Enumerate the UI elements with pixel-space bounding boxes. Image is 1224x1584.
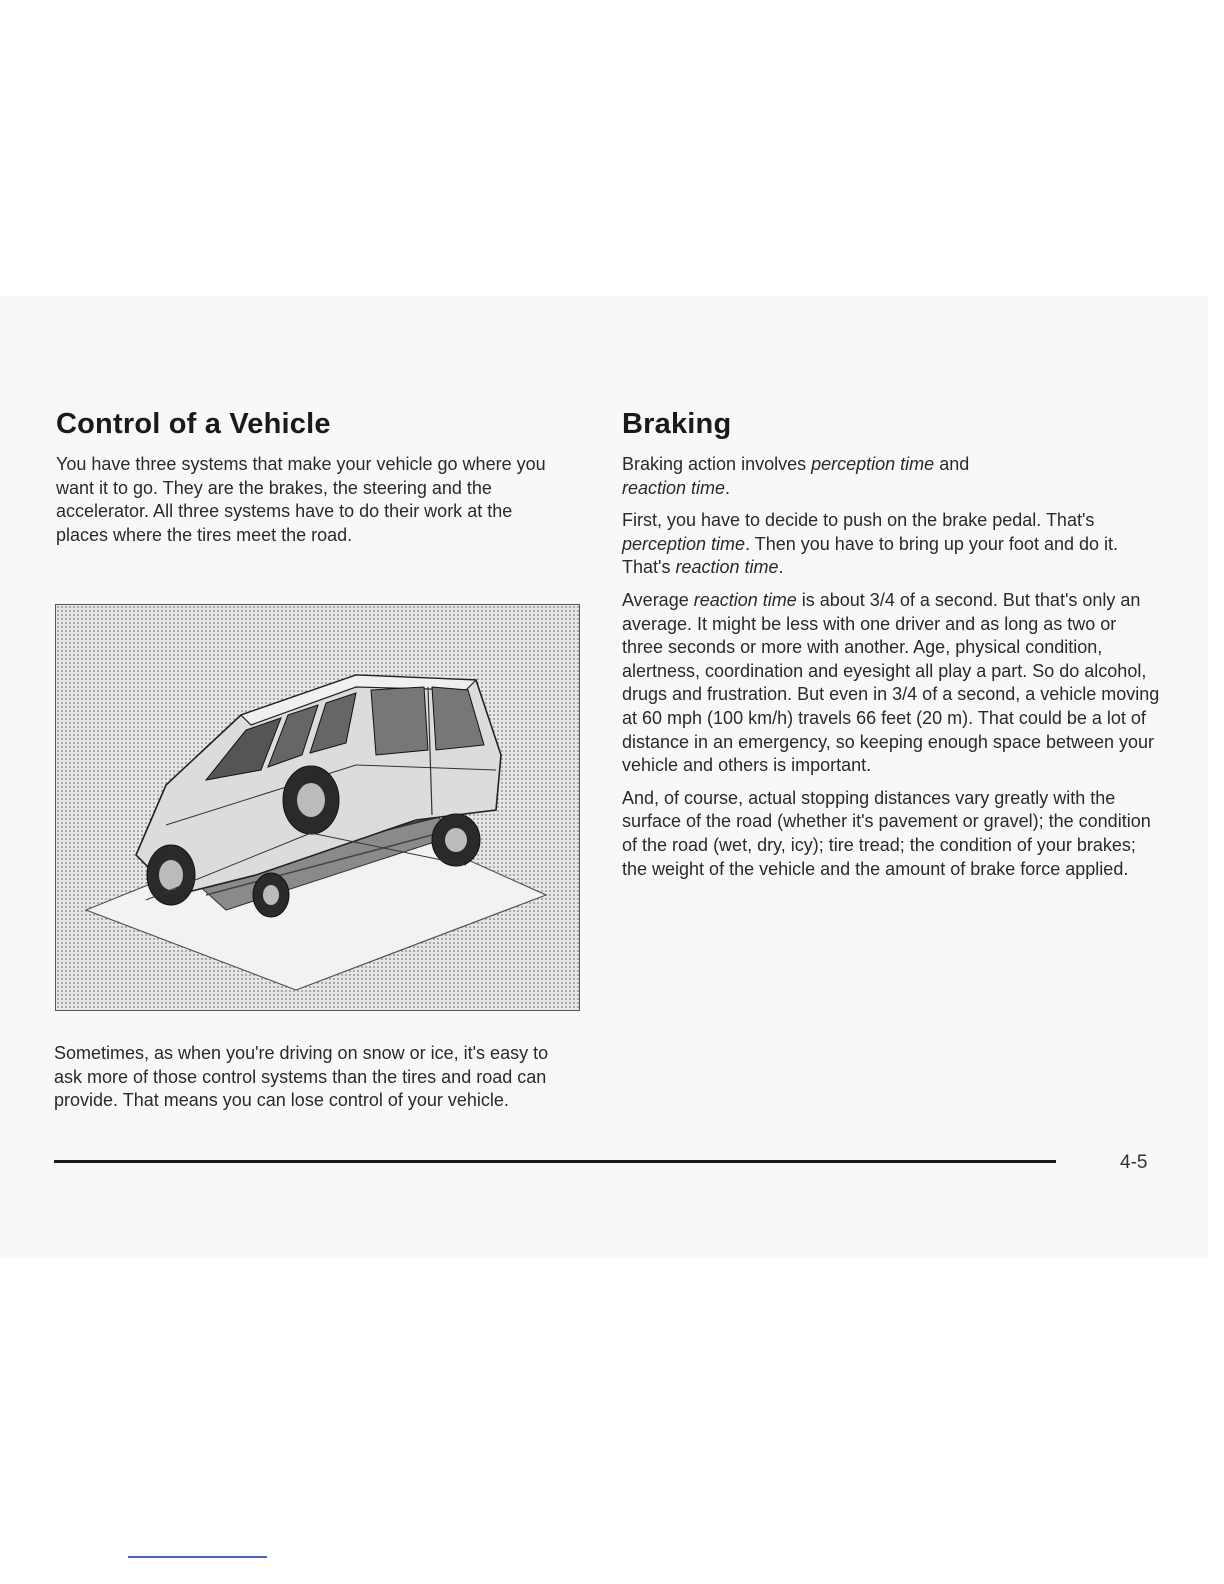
footer-rule [54, 1160, 1056, 1163]
right-column [622, 408, 1162, 890]
van-drawing [56, 605, 580, 1011]
term-reaction-time: reaction time [693, 589, 797, 610]
braking-paragraph-4: And, of course, actual stopping distances vary greatly with the surface of the road (whether it's pavement or gravel); the condition of the road (wet, dry, icy); tire tread; the condition of your brakes; the weight of the vehicle and the amount of brake force applied. [622, 787, 1151, 879]
text-run: . [725, 477, 731, 498]
text-run: Average [622, 589, 694, 610]
rear-window-left-shape [371, 687, 428, 755]
term-reaction-time: reaction time [675, 557, 779, 578]
text-run: and [934, 454, 970, 474]
term-perception-time: perception time [622, 533, 746, 554]
control-intro-paragraph: You have three systems that make your vehicle go where you want it to go. They are the brakes, the steering and the accelerator. All three systems have to do their work at the places where the tires meet the road. [56, 454, 546, 545]
text-run: Braking action involves [622, 454, 812, 474]
section-heading-control: Control of a Vehicle [56, 408, 331, 440]
text-run: First, you have to decide to push on the brake pedal. That's [622, 510, 1095, 531]
left-column [56, 408, 556, 547]
control-closing-paragraph: Sometimes, as when you're driving on snow or ice, it's easy to ask more of those control systems than the tires and road can provide. That means you can lose control of your vehicle. [54, 1043, 549, 1111]
left-closing-block [54, 1042, 564, 1113]
page-number: 4-5 [1120, 1152, 1148, 1173]
braking-paragraph-3 [622, 589, 1162, 778]
term-reaction-time: reaction time [622, 477, 726, 498]
text-run: . [778, 557, 784, 578]
term-perception-time: perception time [811, 454, 935, 474]
braking-paragraph-1 [622, 453, 1162, 500]
link-underline [128, 1556, 267, 1558]
section-heading-braking: Braking [622, 408, 732, 440]
vehicle-illustration [55, 604, 580, 1011]
braking-paragraph-2 [622, 509, 1162, 580]
text-run: is about 3/4 of a second. But that's only an average. It might be less with one driver and as long as two or three seconds or more with another. Age, physical condition, alertness, coordination and eyesight all play a part. So do alcohol, drugs and frustration. But even in 3/4 of a second, a vehicle moving at 60 mph (100 km/h) travels 66 feet (20 m). That could be a lot of distance in an emergency, so keeping enough space between your vehicle and others is important. [622, 589, 1160, 776]
text-run: . Then you have to bring up your foot and do it. That's [622, 533, 1118, 578]
